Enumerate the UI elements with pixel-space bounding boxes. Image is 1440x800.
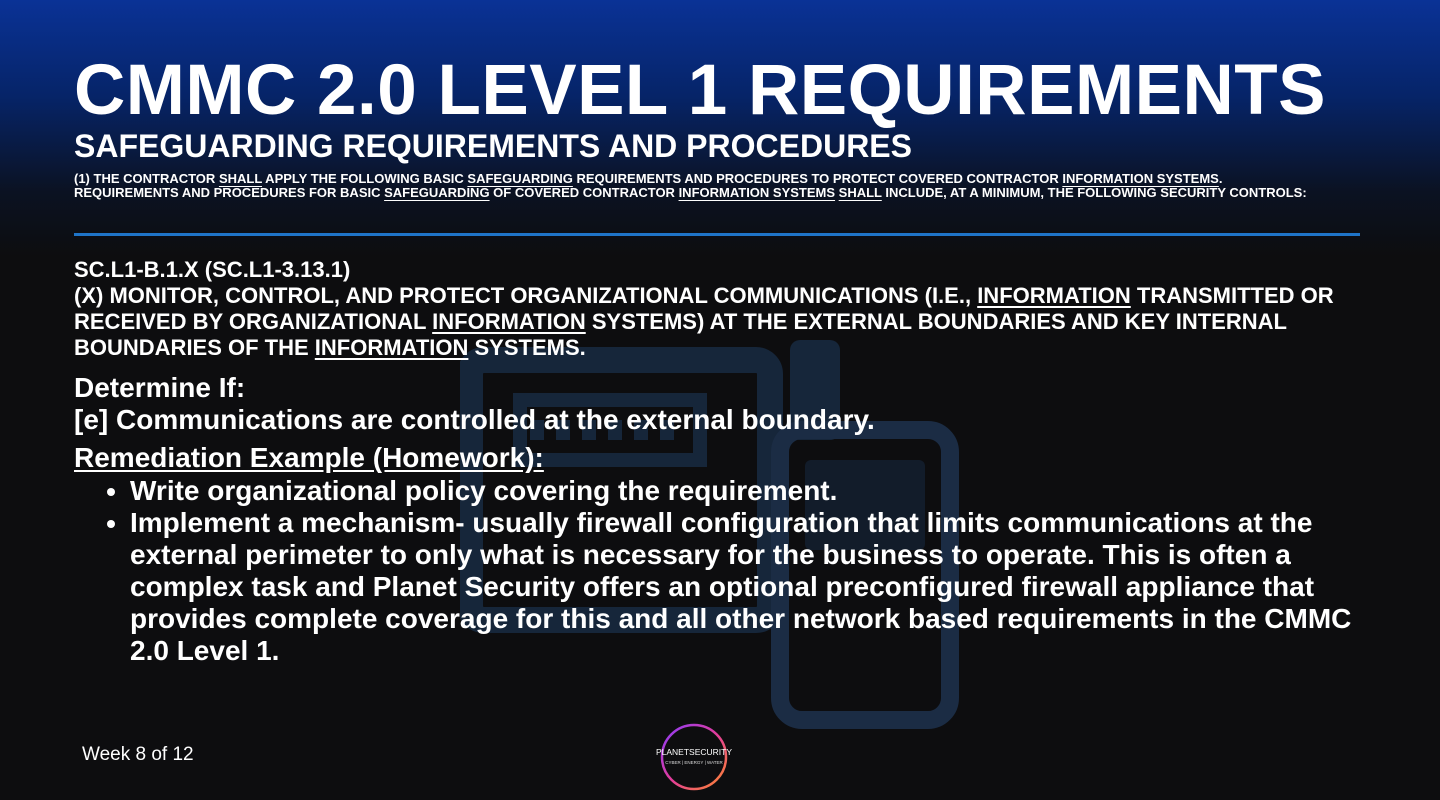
list-item: • Write organizational policy covering the requirement.: [130, 475, 1364, 507]
remediation-list: [74, 475, 1364, 667]
intro-underlined: SAFEGUARDING: [467, 171, 573, 186]
intro-underlined: SAFEGUARDING: [384, 185, 490, 200]
determine-item: [e] Communications are controlled at the external boundary.: [74, 404, 875, 435]
remediation-heading-text: Remediation Example (Homework):: [74, 442, 544, 473]
control-id: SC.L1-B.1.X (SC.L1-3.13.1): [74, 257, 351, 282]
intro-text: . REQUIREMENTS AND PROCEDURES FOR BASIC: [74, 171, 1223, 200]
divider-rule: [74, 233, 1360, 236]
control-underlined: INFORMATION: [314, 335, 469, 360]
slide-title: CMMC 2.0 LEVEL 1 REQUIREMENTS: [74, 51, 1326, 130]
intro-paragraph: [74, 172, 1314, 200]
intro-underlined: INFORMATION SYSTEMS: [1062, 171, 1219, 186]
week-indicator: Week 8 of 12: [82, 744, 194, 765]
intro-text: OF COVERED CONTRACTOR: [489, 185, 679, 200]
control-underlined: INFORMATION: [977, 283, 1131, 308]
intro-text: REQUIREMENTS AND PROCEDURES TO PROTECT COVERED CONTRACTOR: [572, 171, 1063, 186]
remediation-heading: [74, 442, 1364, 474]
control-text: SYSTEMS.: [468, 335, 586, 360]
intro-underlined: SHALL: [218, 171, 263, 186]
intro-text: (1) THE CONTRACTOR: [74, 171, 219, 186]
control-text: TRANSMITTED OR RECEIVED BY ORGANIZATIONAL: [74, 283, 1334, 334]
slide-subtitle: SAFEGUARDING REQUIREMENTS AND PROCEDURES: [74, 128, 912, 164]
intro-text: INCLUDE, AT A MINIMUM, THE FOLLOWING SECURITY CONTROLS:: [881, 185, 1307, 200]
logo-tagline: CYBER | ENERGY | WATER: [665, 760, 723, 765]
intro-text: APPLY THE FOLLOWING BASIC: [262, 171, 468, 186]
intro-underlined: SHALL: [838, 185, 882, 200]
control-text: SYSTEMS) AT THE EXTERNAL BOUNDARIES AND KEY INTERNAL BOUNDARIES OF THE: [74, 309, 1287, 360]
determine-heading: Determine If:: [74, 372, 246, 403]
determine-block: [74, 372, 1334, 436]
intro-underlined: INFORMATION SYSTEMS: [678, 185, 836, 200]
control-underlined: INFORMATION: [432, 309, 586, 334]
control-text: (X) MONITOR, CONTROL, AND PROTECT ORGANIZATIONAL COMMUNICATIONS (I.E.,: [74, 283, 978, 308]
control-block: [74, 257, 1334, 361]
remediation-block: [74, 442, 1364, 667]
slide-header: [74, 51, 1374, 200]
control-description: [74, 283, 1334, 361]
planet-security-logo: [644, 722, 744, 792]
logo-name: PLANETSECURITY: [655, 747, 733, 757]
list-item: • Implement a mechanism- usually firewall configuration that limits communications at the external perimeter to only what is necessary for the business to operate. This is often a complex task and Planet Security offers an optional preconfigured firewall appliance that provides complete coverage for this and all other network based requirements in the CMMC 2.0 Level 1.: [130, 507, 1364, 667]
